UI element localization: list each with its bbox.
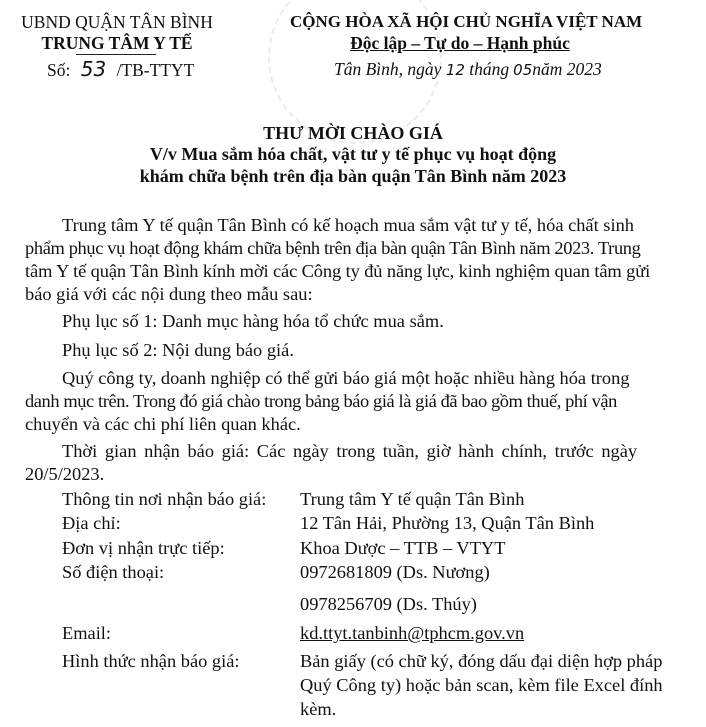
authority-name: UBND QUẬN TÂN BÌNH [21,12,213,32]
date-prefix: Tân Bình, ngày [334,59,442,79]
email-label: Email: [62,623,112,643]
document-number [47,59,194,80]
note-line-3: chuyển và các chi phí liên quan khác. [25,414,301,434]
note-line-2: danh mục trên. Trong đó giá chào trong bảng báo giá là giá đã bao gồm thuế, phí vận [25,391,617,411]
nation-title: CỘNG HÒA XÃ HỘI CHỦ NGHĨA VIỆT NAM [290,12,643,31]
document-title: THƯ MỜI CHÀO GIÁ [263,123,443,143]
intro-line-3: tâm Y tế quận Tân Bình kính mời các Công ty đủ năng lực, kinh nghiệm quan tâm gửi [25,261,651,281]
method-line-2: Quý Công ty) hoặc bản scan, kèm file Excel đính [300,675,663,695]
date-month-handwritten: 05 [513,61,533,79]
address-label: Địa chỉ: [62,513,121,533]
organization-name: TRUNG TÂM Y TẾ [41,33,193,53]
address-value: 12 Tân Hải, Phường 13, Quận Tân Bình [300,513,595,533]
phone-2: 0978256709 (Ds. Thúy) [300,594,477,614]
appendix-2: Phụ lục số 2: Nội dung báo giá. [62,340,294,360]
note-line-1: Quý công ty, doanh nghiệp có thể gửi báo giá một hoặc nhiều hàng hóa trong [62,368,630,388]
email-link[interactable]: kd.ttyt.tanbinh@tphcm.gov.vn [300,623,525,643]
subject-line-2: khám chữa bệnh trên địa bàn quận Tân Bình năm 2023 [139,166,567,186]
unit-label: Đơn vị nhận trực tiếp: [62,538,225,558]
method-line-3: kèm. [300,699,337,719]
receiver-value: Trung tâm Y tế quận Tân Bình [300,489,525,509]
date-month-prefix: tháng [469,59,510,79]
receiver-label: Thông tin nơi nhận báo giá: [62,489,267,509]
method-line-1: Bản giấy (có chữ ký, đóng dấu đại diện hợp pháp [300,651,663,671]
method-label: Hình thức nhận báo giá: [62,651,240,671]
number-prefix: Số: [47,60,71,80]
intro-line-2: phẩm phục vụ hoạt động khám chữa bệnh trên địa bàn quận Tân Bình năm 2023. Trung [25,238,641,258]
number-suffix: /TB-TTYT [116,60,195,80]
deadline-line-1: Thời gian nhận báo giá: Các ngày trong tuần, giờ hành chính, trước ngày [62,441,638,461]
phone-1: 0972681809 (Ds. Nương) [300,562,490,582]
unit-value: Khoa Dược – TTB – VTYT [300,538,506,558]
deadline-line-2: 20/5/2023. [25,464,105,484]
phone-label: Số điện thoại: [62,562,165,582]
document-date [334,59,602,80]
header-left-underline [76,54,156,55]
intro-line-4: báo giá với các nội dung theo mẫu sau: [25,284,313,304]
subject-line-1: V/v Mua sắm hóa chất, vật tư y tế phục vụ hoạt động [149,144,557,164]
intro-line-1: Trung tâm Y tế quận Tân Bình có kế hoạch mua sắm vật tư y tế, hóa chất sinh [62,215,634,235]
appendix-1: Phụ lục số 1: Danh mục hàng hóa tổ chức mua sắm. [62,311,444,331]
number-handwritten: 53 [80,57,107,81]
national-motto: Độc lập – Tự do – Hạnh phúc [350,33,570,53]
date-day-handwritten: 12 [445,61,465,79]
date-year: năm 2023 [532,59,602,79]
